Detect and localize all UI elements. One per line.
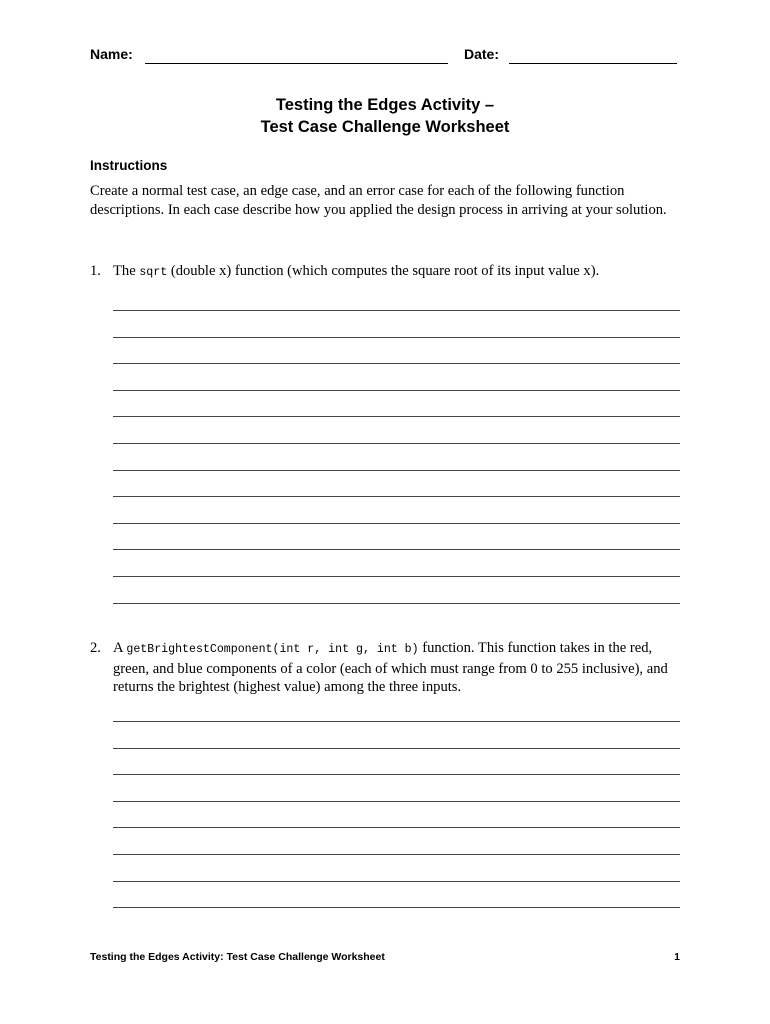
name-field-line[interactable]	[145, 63, 448, 64]
footer-title: Testing the Edges Activity: Test Case Challenge Worksheet	[90, 951, 385, 963]
answer-line[interactable]	[113, 774, 680, 775]
page-footer	[90, 951, 680, 963]
answer-line[interactable]	[113, 390, 680, 391]
answer-line[interactable]	[113, 549, 680, 550]
function-code: sqrt	[139, 266, 168, 279]
answer-line[interactable]	[113, 801, 680, 802]
answer-line[interactable]	[113, 721, 680, 722]
answer-line[interactable]	[113, 416, 680, 417]
question-text: A getBrightestComponent(int r, int g, int b) function. This function takes in the red, green, and blue components of a color (each of which must range from 0 to 255 inclusive), and returns the brightest (highest value) among the three inputs.	[113, 640, 668, 695]
answer-line[interactable]	[113, 907, 680, 908]
question-number: 2.	[90, 640, 101, 656]
page-title	[90, 94, 680, 138]
name-label: Name:	[90, 46, 133, 62]
answer-line[interactable]	[113, 310, 680, 311]
answer-line[interactable]	[113, 523, 680, 524]
answer-line[interactable]	[113, 337, 680, 338]
title-line-1: Testing the Edges Activity –	[275, 96, 495, 114]
question-number: 1.	[90, 263, 101, 279]
date-field-line[interactable]	[509, 63, 677, 64]
date-label: Date:	[464, 46, 500, 62]
instructions-heading: Instructions	[90, 158, 168, 173]
answer-line[interactable]	[113, 881, 680, 882]
question-text: The sqrt (double x) function (which computes the square root of its input value x).	[113, 263, 600, 279]
worksheet-header	[90, 46, 680, 66]
answer-line[interactable]	[113, 854, 680, 855]
function-code: getBrightestComponent(int r, int g, int b)	[126, 643, 419, 656]
answer-line[interactable]	[113, 827, 680, 828]
title-line-2: Test Case Challenge Worksheet	[260, 118, 510, 136]
answer-line[interactable]	[113, 576, 680, 577]
question-1	[90, 262, 675, 283]
answer-line[interactable]	[113, 443, 680, 444]
answer-line[interactable]	[113, 470, 680, 471]
instructions-text: Create a normal test case, an edge case, and an error case for each of the following function descriptions. In each case describe how you applied the design process in arriving at your solution.	[90, 183, 667, 218]
answer-line[interactable]	[113, 748, 680, 749]
question-2	[90, 639, 675, 697]
answer-line[interactable]	[113, 363, 680, 364]
answer-line[interactable]	[113, 603, 680, 604]
page-number: 1	[674, 951, 680, 963]
answer-line[interactable]	[113, 496, 680, 497]
